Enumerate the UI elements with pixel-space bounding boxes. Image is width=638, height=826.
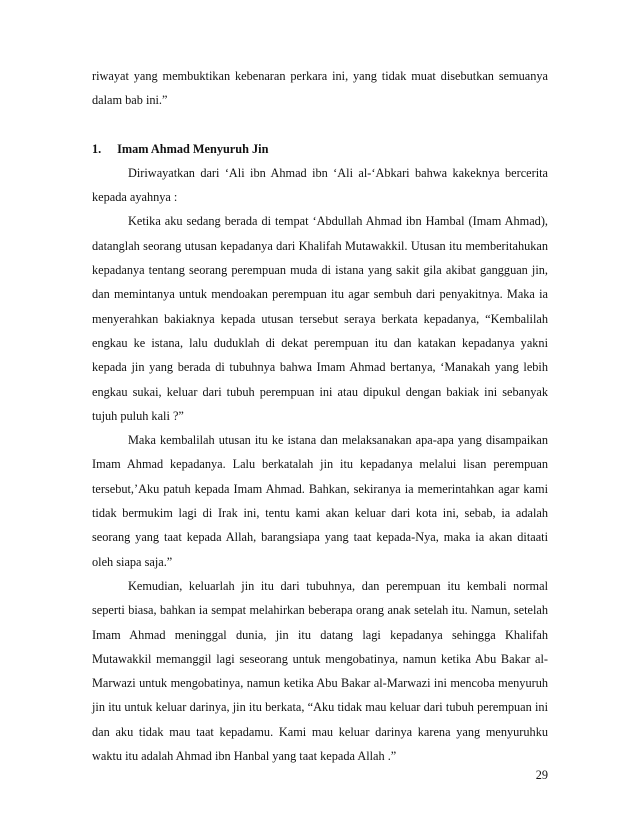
section-heading (92, 137, 548, 161)
page-body (92, 64, 548, 768)
section-number: 1. (92, 141, 102, 156)
paragraph-4: Kemudian, keluarlah jin itu dari tubuhnya, dan perempuan itu kembali normal seperti biasa, bahkan ia sempat melahirkan beberapa orang anak setelah itu. Namun, setelah Imam Ahmad meninggal dunia, jin itu datang lagi kepadanya sehingga Khalifah Mutawakkil memanggil lagi seseorang untuk mengobatinya, namun ketika Abu Bakar al-Marwazi untuk mengobatinya, namun ketika Abu Bakar al-Marwazi ini mencoba menyuruh jin itu untuk keluar darinya, jin itu berkata, “Aku tidak mau keluar dari tubuh perempuan ini dan aku tidak mau taat kepadamu. Kami mau keluar darinya karena yang menyuruhku waktu itu adalah Ahmad ibn Hanbal yang taat kepada Allah .” (92, 578, 548, 764)
paragraph-2: Ketika aku sedang berada di tempat ‘Abdullah Ahmad ibn Hambal (Imam Ahmad), datanglah seorang utusan kepadanya dari Khalifah Mutawakkil. Utusan itu memberitahukan kepadanya tentang seorang perempuan muda di istana yang sakit gila akibat gangguan jin, dan memintanya untuk mendoakan perempuan itu agar sembuh dari penyakitnya. Maka ia menyerahkan bakiaknya kepada utusan tersebut seraya berkata kepadanya, “Kembalilah engkau ke istana, lalu duduklah di dekat perempuan itu dan katakan kepadanya yakni kepada jin yang berada di tubuhnya bahwa Imam Ahmad bertanya, ‘Manakah yang lebih engkau sukai, keluar dari tubuh perempuan ini atau dipukul dengan bakiak ini sebanyak tujuh puluh kali ?” (92, 214, 548, 423)
page-number: 29 (535, 768, 548, 782)
intro-paragraph: riwayat yang membuktikan kebenaran perkara ini, yang tidak muat disebutkan semuanya dalam bab ini.” (92, 69, 548, 108)
paragraph-3: Maka kembalilah utusan itu ke istana dan melaksanakan apa-apa yang disampaikan Imam Ahmad kepadanya. Lalu berkatalah jin itu kepadanya melalui lisan perempuan tersebut,’Aku patuh kepada Imam Ahmad. Bahkan, sekiranya ia memerintahkan agar kami tidak bermukim lagi di Irak ini, tentu kami akan keluar dari kota ini, sebab, ia adalah seorang yang taat kepada Allah, barangsiapa yang taat kepada-Nya, maka ia akan ditaati oleh siapa saja.” (92, 433, 548, 569)
paragraph-1: Diriwayatkan dari ‘Ali ibn Ahmad ibn ‘Ali al-‘Abkari bahwa kakeknya bercerita kepada ayahnya : (92, 165, 548, 205)
spacer (92, 113, 548, 137)
section-title: Imam Ahmad Menyuruh Jin (117, 141, 269, 156)
